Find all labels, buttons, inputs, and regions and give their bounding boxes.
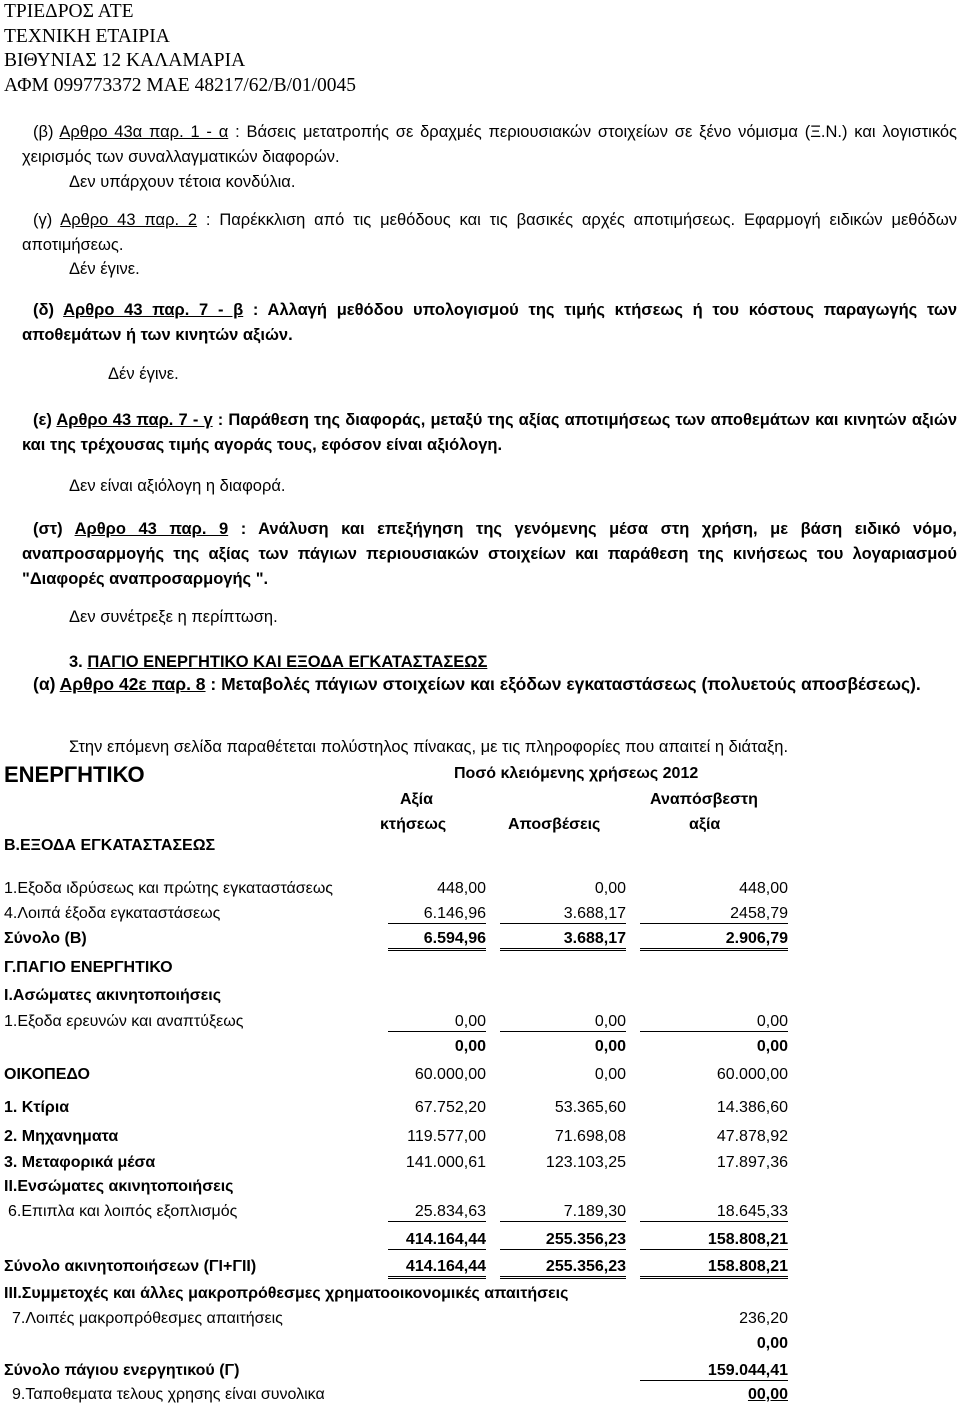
- cell-acquisition: 141.000,61: [405, 1154, 486, 1171]
- cell-acquisition: 414.164,44: [388, 1231, 486, 1250]
- table-row: [0, 1013, 960, 1037]
- row-label: 7.Λοιπές μακροπρόθεσμες απαιτήσεις: [12, 1310, 283, 1327]
- section-st-article: Αρθρο 43 παρ. 9: [74, 520, 229, 538]
- company-header: [4, 0, 356, 98]
- section-d-note: Δέν έγινε.: [108, 365, 179, 383]
- section-e-note: Δεν είναι αξιόλογη η διαφορά.: [69, 477, 286, 495]
- table-row: [0, 1310, 960, 1334]
- cell-book-value: 0,00: [756, 1038, 788, 1055]
- table-row: [0, 1066, 960, 1090]
- row-label: 9.Ταποθεματα τελους χρησης είναι συνολικα: [12, 1386, 325, 1403]
- cell-depreciation: 3.688,17: [500, 905, 626, 924]
- row-label: 6.Επιπλα και λοιπός εξοπλισμός: [8, 1203, 238, 1220]
- cell-depreciation: 53.365,60: [554, 1099, 626, 1116]
- cell-depreciation: 0,00: [594, 1066, 626, 1083]
- section-g-note: Δέν έγινε.: [69, 260, 140, 278]
- table-row: [0, 1099, 960, 1123]
- col-acquisition-label-1: Αξία: [400, 791, 433, 808]
- cell-acquisition: 448,00: [437, 880, 486, 897]
- cell-depreciation: 0,00: [594, 880, 626, 897]
- cell-acquisition: 6.146,96: [388, 905, 486, 924]
- table-row: [0, 1203, 960, 1227]
- table-row: [0, 1258, 960, 1282]
- row-label: 1.Εξοδα ιδρύσεως και πρώτης εγκαταστάσεως: [4, 880, 334, 897]
- table-row: [0, 837, 960, 861]
- cell-acquisition: 25.834,63: [388, 1203, 486, 1222]
- cell-acquisition: 0,00: [454, 1038, 486, 1055]
- cell-acquisition: 6.594,96: [388, 930, 486, 951]
- table-row: [0, 1231, 960, 1255]
- col-depreciation-label: Αποσβέσεις: [508, 816, 601, 833]
- section-3-title: 3. ΠΑΓΙΟ ΕΝΕΡΓΗΤΙΚΟ ΚΑΙ ΕΞΟΔΑ ΕΓΚΑΤΑΣΤΑΣΕΩΣ: [69, 653, 488, 671]
- cell-book-value: 18.645,33: [640, 1203, 788, 1222]
- table-row: [0, 905, 960, 929]
- table-row: [0, 987, 960, 1011]
- cell-depreciation: 255.356,23: [500, 1231, 626, 1250]
- table-row: [0, 880, 960, 904]
- row-label: 4.Λοιπά έξοδα εγκαταστάσεως: [4, 905, 221, 922]
- row-label: 2. Μηχανηματα: [4, 1128, 119, 1145]
- section-3a: (α) Αρθρο 42ε παρ. 8 : Μεταβολές πάγιων στοιχείων και εξόδων εγκαταστάσεως (πολυετούς αποσβέσεως).: [33, 674, 921, 694]
- table-title: ΕΝΕΡΓΗΤΙΚΟ: [4, 762, 145, 787]
- cell-acquisition: 60.000,00: [414, 1066, 486, 1083]
- table-row: [0, 930, 960, 954]
- cell-book-value: 14.386,60: [716, 1099, 788, 1116]
- cell-book-value: 236,20: [739, 1310, 788, 1327]
- row-label: Γ.ΠΑΓΙΟ ΕΝΕΡΓΗΤΙΚΟ: [4, 959, 173, 976]
- section-d: (δ) Αρθρο 43 παρ. 7 - β : Αλλαγή μεθόδου υπολογισμού της τιμής κτήσεως ή του κόστους παραγωγής των αποθεμάτων ή των κινητών αξιών.: [22, 301, 957, 344]
- cell-depreciation: 255.356,23: [500, 1258, 626, 1279]
- cell-depreciation: 71.698,08: [554, 1128, 626, 1145]
- table-row: [0, 1154, 960, 1178]
- cell-book-value: 158.808,21: [640, 1231, 788, 1250]
- section-3a-article: Αρθρο 42ε παρ. 8: [59, 674, 206, 694]
- table-row: [0, 1285, 960, 1309]
- section-e-article: Αρθρο 43 παρ. 7 - γ: [56, 411, 213, 429]
- row-label: ΟΙΚΟΠΕΔΟ: [4, 1066, 90, 1083]
- table-period: Ποσό κλειόμενης χρήσεως 2012: [454, 765, 699, 782]
- cell-book-value: 158.808,21: [640, 1258, 788, 1279]
- col-book-label-2: αξία: [689, 816, 721, 833]
- company-address: ΒΙΘΥΝΙΑΣ 12 ΚΑΛΑΜΑΡΙΑ: [4, 50, 246, 71]
- cell-book-value: 0,00: [640, 1013, 788, 1032]
- table-row: [0, 1178, 960, 1202]
- cell-depreciation: 3.688,17: [500, 930, 626, 951]
- cell-acquisition: 414.164,44: [388, 1258, 486, 1279]
- cell-book-value: 00,00: [747, 1386, 788, 1403]
- section-st: (στ) Αρθρο 43 παρ. 9 : Ανάλυση και επεξήγηση της γενόμενης μέσα στη χρήση, με βάση ειδικό νόμο, αναπροσαρμογής της αξίας των πάγιων περιουσιακών στοιχείων και παράθεση της κινήσεως του λογαριασμού "Διαφορές αναπροσαρμογής ".: [22, 520, 957, 588]
- section-g-article: Αρθρο 43 παρ. 2: [60, 211, 198, 229]
- row-label: ΙΙ.Ενσώματες ακινητοποιήσεις: [4, 1178, 234, 1195]
- row-label: 3. Μεταφορικά μέσα: [4, 1154, 156, 1171]
- section-b: (β) Αρθρο 43α παρ. 1 - α : Βάσεις μετατροπής σε δραχμές περιουσιακών στοιχείων σε ξένο νόμισμα (Ξ.Ν.) και λογιστικός χειρισμός των συναλλαγματικών διαφορών.: [22, 123, 957, 166]
- section-d-article: Αρθρο 43 παρ. 7 - β: [63, 301, 244, 319]
- col-book-label-1: Αναπόσβεστη: [650, 791, 758, 808]
- row-label: Ι.Ασώματες ακινητοποιήσεις: [4, 987, 222, 1004]
- table-row: [0, 1335, 960, 1359]
- row-label: Σύνολο πάγιου ενεργητικού (Γ): [4, 1362, 240, 1379]
- section-g: (γ) Αρθρο 43 παρ. 2 : Παρέκκλιση από τις μεθόδους και τις βασικές αρχές αποτιμήσεως. Εφαρμογή ειδικών μεθόδων αποτιμήσεως.: [22, 211, 957, 254]
- cell-book-value: 159.044,41: [640, 1362, 788, 1381]
- col-acquisition-label-2: κτήσεως: [380, 816, 447, 833]
- cell-book-value: 17.897,36: [716, 1154, 788, 1171]
- row-label: Σύνολο (Β): [4, 930, 87, 947]
- cell-book-value: 60.000,00: [716, 1066, 788, 1083]
- row-label: ΙΙΙ.Συμμετοχές και άλλες μακροπρόθεσμες χρηματοοικονομικές απαιτήσεις: [4, 1285, 569, 1302]
- company-type: ΤΕΧΝΙΚΗ ΕΤΑΙΡΙΑ: [4, 25, 170, 47]
- section-b-article: Αρθρο 43α παρ. 1 - α: [59, 123, 229, 141]
- cell-acquisition: 67.752,20: [414, 1099, 486, 1116]
- cell-depreciation: 0,00: [594, 1038, 626, 1055]
- cell-book-value: 2458,79: [640, 905, 788, 924]
- cell-depreciation: 7.189,30: [500, 1203, 626, 1222]
- section-e: (ε) Αρθρο 43 παρ. 7 - γ : Παράθεση της διαφοράς, μεταξύ της αξίας αποτιμήσεως των αποθεμάτων και κινητών αξιών και της τρέχουσας τιμής αγοράς τους, εφόσον είναι αξιόλογη.: [22, 411, 958, 454]
- cell-book-value: 448,00: [739, 880, 788, 897]
- table-row: [0, 1038, 960, 1062]
- table-row: [0, 1128, 960, 1152]
- table-row: [0, 1362, 960, 1386]
- cell-depreciation: 123.103,25: [545, 1154, 626, 1171]
- row-label: Β.ΕΞΟΔΑ ΕΓΚΑΤΑΣΤΑΣΕΩΣ: [4, 837, 216, 854]
- table-row: [0, 1386, 960, 1410]
- row-label: 1. Κτίρια: [4, 1099, 70, 1116]
- company-name: ΤΡΙΕΔΡΟΣ ΑΤΕ: [4, 1, 134, 22]
- cell-acquisition: 119.577,00: [407, 1128, 486, 1145]
- cell-depreciation: 0,00: [500, 1013, 626, 1032]
- cell-book-value: 0,00: [756, 1335, 788, 1352]
- company-afm: ΑΦΜ 099773372 ΜΑΕ 48217/62/Β/01/0045: [4, 74, 357, 96]
- cell-book-value: 47.878,92: [716, 1128, 788, 1145]
- section-3-intro: Στην επόμενη σελίδα παραθέτεται πολύστηλος πίνακας, με τις πληροφορίες που απαιτεί η διάταξη.: [69, 738, 789, 756]
- table-row: [0, 959, 960, 983]
- section-st-note: Δεν συνέτρεξε η περίπτωση.: [69, 608, 278, 626]
- cell-book-value: 2.906,79: [640, 930, 788, 951]
- row-label: 1.Εξοδα ερευνών και αναπτύξεως: [4, 1013, 244, 1030]
- cell-acquisition: 0,00: [388, 1013, 486, 1032]
- section-b-note: Δεν υπάρχουν τέτοια κονδύλια.: [69, 173, 296, 191]
- row-label: Σύνολο ακινητοποιήσεων (ΓΙ+ΓΙΙ): [4, 1258, 257, 1275]
